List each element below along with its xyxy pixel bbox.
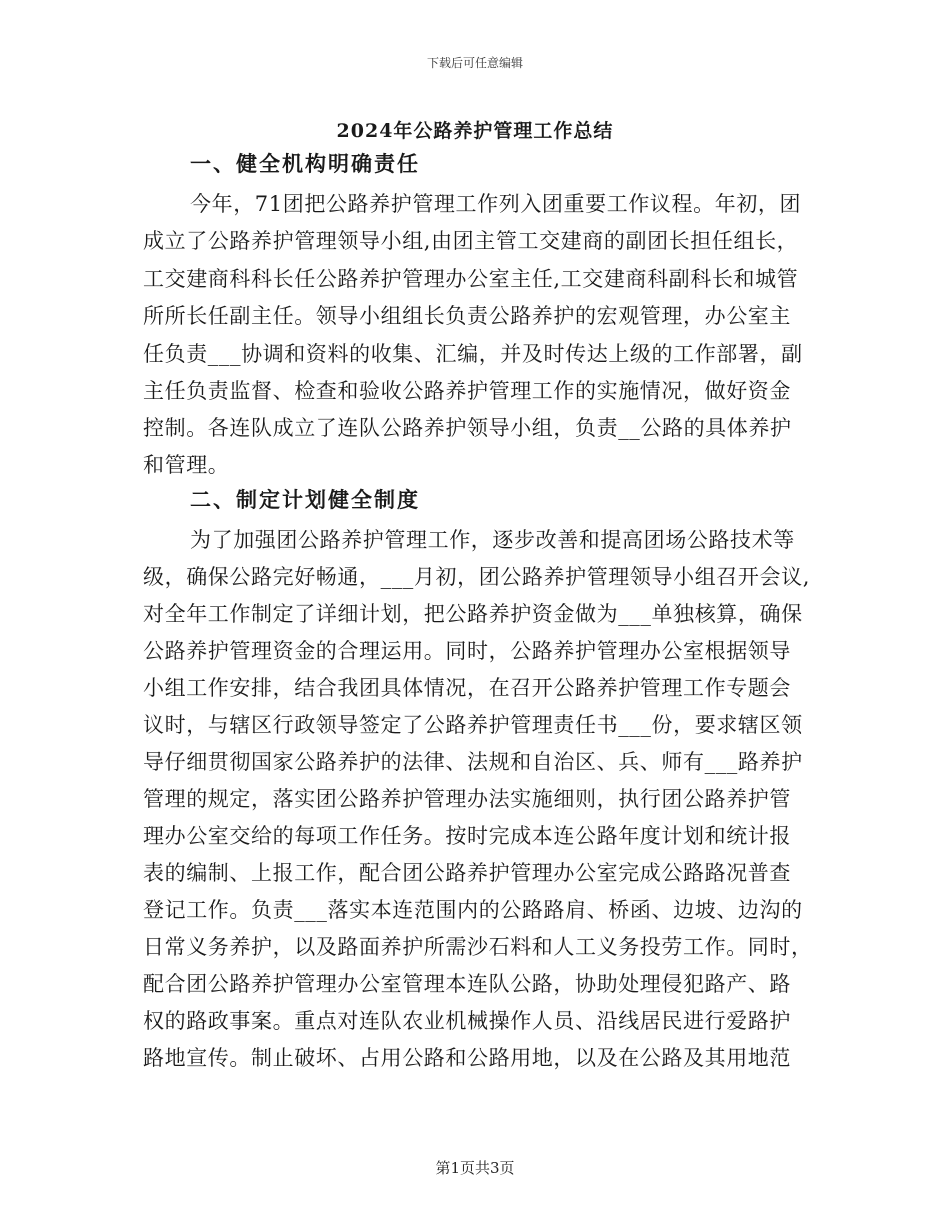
paragraph-line: 公路养护管理资金的合理运用。同时，公路养护管理办公室根据领导 — [143, 639, 791, 663]
paragraph-line: 级，确保公路完好畅通，___月初，团公路养护管理领导小组召开会议, — [143, 565, 810, 589]
paragraph-line: 为了加强团公路养护管理工作，逐步改善和提高团场公路技术等 — [190, 528, 795, 552]
section-heading-1: 一、健全机构明确责任 — [190, 151, 420, 176]
paragraph-line: 表的编制、上报工作，配合团公路养护管理办公室完成公路路况普查 — [143, 861, 791, 885]
paragraph-line: 对全年工作制定了详细计划，把公路养护资金做为___单独核算，确保 — [143, 602, 803, 626]
page-header-note: 下载后可任意编辑 — [426, 56, 523, 70]
paragraph-line: 登记工作。负责___落实本连范围内的公路路肩、桥函、边坡、边沟的 — [143, 898, 803, 922]
paragraph-line: 权的路政事案。重点对连队农业机械操作人员、沿线居民进行爱路护 — [143, 1009, 791, 1033]
paragraph-line: 议时，与辖区行政领导签定了公路养护管理责任书___份，要求辖区领 — [143, 713, 803, 737]
paragraph-line: 主任负责监督、检查和验收公路养护管理工作的实施情况，做好资金 — [143, 379, 791, 403]
paragraph-line: 小组工作安排，结合我团具体情况，在召开公路养护管理工作专题会 — [143, 676, 791, 700]
paragraph-line: 管理的规定，落实团公路养护管理办法实施细则，执行团公路养护管 — [143, 787, 791, 811]
page-number-footer: 第1页共3页 — [435, 1159, 515, 1177]
paragraph-line: 成立了公路养护管理领导小组,由团主管工交建商的副团长担任组长， — [143, 229, 799, 253]
paragraph-line: 配合团公路养护管理办公室管理本连队公路，协助处理侵犯路产、路 — [143, 972, 791, 996]
paragraph-line: 控制。各连队成立了连队公路养护领导小组，负责__公路的具体养护 — [143, 416, 792, 440]
paragraph-line: 导仔细贯彻国家公路养护的法律、法规和自治区、兵、师有___路养护 — [143, 750, 803, 774]
document-title: 2024年公路养护管理工作总结 — [336, 120, 614, 142]
paragraph-line: 所所长任副主任。领导小组组长负责公路养护的宏观管理，办公室主 — [143, 304, 791, 328]
section-heading-2: 二、制定计划健全制度 — [190, 487, 420, 512]
paragraph-line: 日常义务养护，以及路面养护所需沙石料和人工义务投劳工作。同时， — [143, 935, 813, 959]
paragraph-line: 路地宣传。制止破坏、占用公路和公路用地，以及在公路及其用地范 — [143, 1046, 791, 1070]
paragraph-line: 工交建商科科长任公路养护管理办公室主任,工交建商科副科长和城管 — [143, 267, 799, 291]
paragraph-line: 任负责___协调和资料的收集、汇编，并及时传达上级的工作部署，副 — [143, 342, 803, 366]
paragraph-line: 理办公室交给的每项工作任务。按时完成本连公路年度计划和统计报 — [143, 824, 791, 848]
paragraph-line: 今年，71团把公路养护管理工作列入团重要工作议程。年初，团 — [190, 192, 802, 216]
paragraph-line: 和管理。 — [143, 453, 230, 477]
